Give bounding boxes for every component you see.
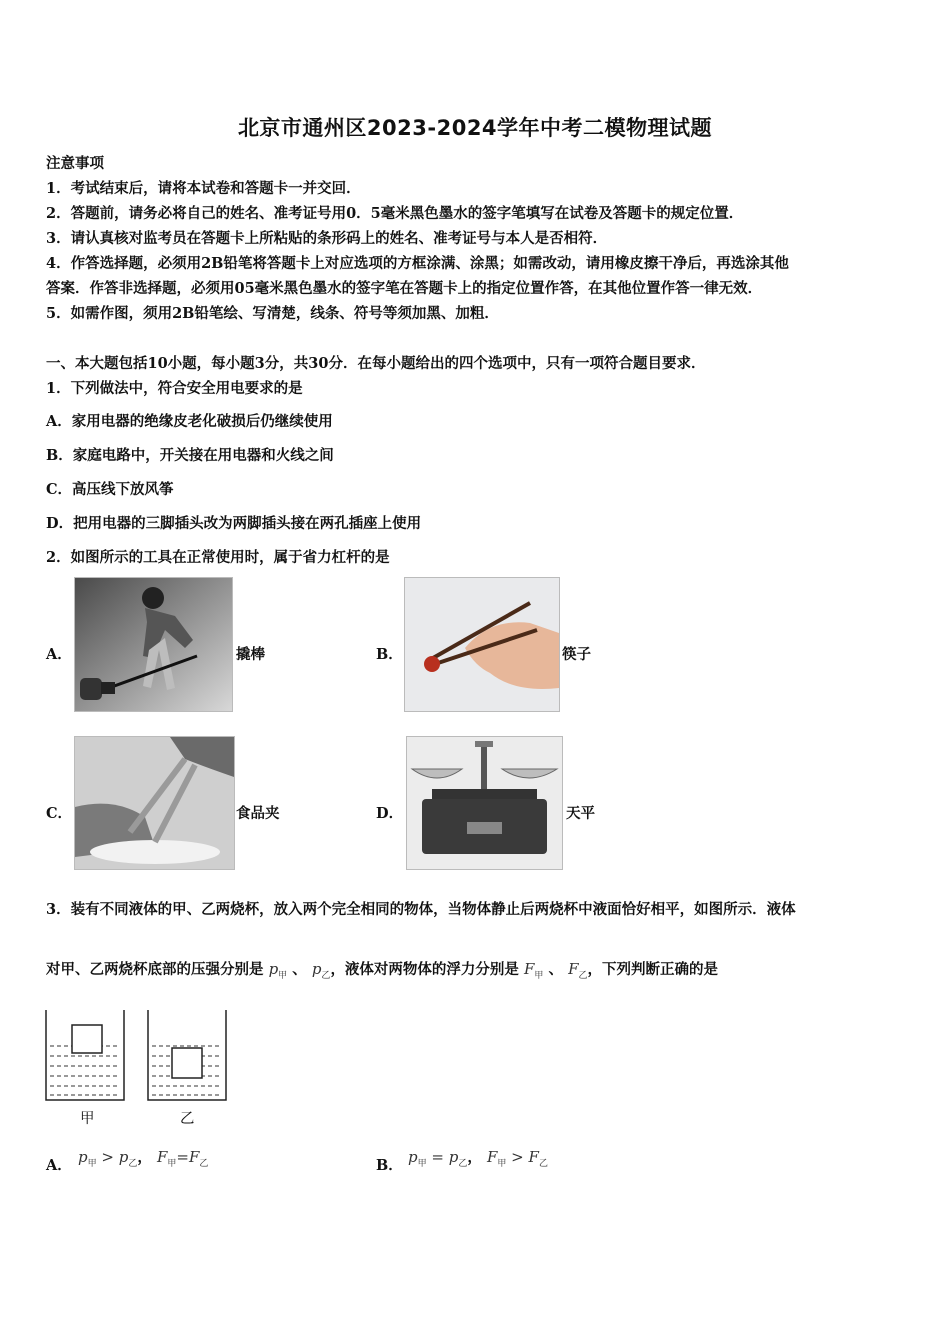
q2-option-d-letter: D． xyxy=(376,805,404,822)
notice-item-1: 1．考试结束后，请将本试卷和答题卡一并交回． xyxy=(46,180,361,197)
q2-option-c-letter: C． xyxy=(46,805,73,822)
notice-item-5: 5．如需作图，须用2B铅笔绘、写清楚，线条、符号等须加黑、加粗． xyxy=(46,305,499,322)
p-yi-symbol: $p_乙$ xyxy=(311,960,331,981)
f-yi-symbol: $F_乙$ xyxy=(568,960,588,981)
section-heading: 一、本大题包括10小题，每小题3分，共30分．在每小题给出的四个选项中，只有一项符合题目要求． xyxy=(46,355,706,372)
q1-stem: 1．下列做法中，符合安全用电要求的是 xyxy=(46,380,303,397)
q1-option-b: B．家庭电路中，开关接在用电器和火线之间 xyxy=(46,447,334,464)
notice-item-4-cont: 答案．作答非选择题，必须用05毫米黑色墨水的签字笔在答题卡上的指定位置作答，在其他位置作答一律无效． xyxy=(46,280,763,297)
q1-option-a: A．家用电器的绝缘皮老化破损后仍继续使用 xyxy=(46,413,333,430)
q2-option-b-letter: B． xyxy=(376,646,403,663)
beaker-yi-label: 乙 xyxy=(180,1111,195,1127)
notice-item-2: 2．答题前，请务必将自己的姓名、准考证号用0．5毫米黑色墨水的签字笔填写在试卷及答题卡的规定位置． xyxy=(46,205,744,222)
crowbar-image xyxy=(74,577,233,712)
q1-option-d: D．把用电器的三脚插头改为两脚插头接在两孔插座上使用 xyxy=(46,515,422,532)
notice-item-4: 4．作答选择题，必须用2B铅笔将答题卡上对应选项的方框涂满、涂黑；如需改动，请用橡皮擦干净后，再选涂其他 xyxy=(46,255,789,272)
notice-item-3: 3．请认真核对监考员在答题卡上所粘贴的条形码上的姓名、准考证号与本人是否相符． xyxy=(46,230,608,247)
f-jia-symbol: $F_甲$ xyxy=(524,960,544,981)
q3-option-b-formula: $p_甲 = p_乙$， $F_甲 > F_乙$ xyxy=(408,1148,548,1169)
q3-option-a-letter: A． xyxy=(46,1157,72,1174)
p-jia-symbol: $p_甲$ xyxy=(268,960,288,981)
balance-scale-image xyxy=(406,736,563,870)
food-tongs-image xyxy=(74,736,235,870)
q3-stem-line2: 对甲、乙两烧杯底部的压强分别是 $p_甲$ 、 $p_乙$，液体对两物体的浮力分别是 $F_甲$ 、 $F_乙$，下列判断正确的是 xyxy=(46,960,718,981)
chopsticks-image xyxy=(404,577,560,712)
q2-option-a-name: 撬棒 xyxy=(236,646,265,663)
q2-option-d-name: 天平 xyxy=(566,805,595,822)
q3-stem-line1: 3．装有不同液体的甲、乙两烧杯，放入两个完全相同的物体，当物体静止后两烧杯中液面恰好相平，如图所示．液体 xyxy=(46,901,796,918)
beakers-diagram xyxy=(40,1008,240,1128)
q2-option-a-letter: A． xyxy=(46,646,72,663)
q3-option-a-formula: $p_甲 > p_乙$， $F_甲=F_乙$ xyxy=(78,1148,209,1169)
page-title: 北京市通州区2023-2024学年中考二模物理试题 xyxy=(237,116,713,140)
q2-option-c-name: 食品夹 xyxy=(236,805,280,822)
notice-heading: 注意事项 xyxy=(46,155,104,172)
q3-option-b-letter: B． xyxy=(376,1157,403,1174)
q2-stem: 2．如图所示的工具在正常使用时，属于省力杠杆的是 xyxy=(46,549,390,566)
q1-option-c: C．高压线下放风筝 xyxy=(46,481,174,498)
beaker-jia-label: 甲 xyxy=(80,1111,95,1127)
q2-option-b-name: 筷子 xyxy=(562,646,591,663)
